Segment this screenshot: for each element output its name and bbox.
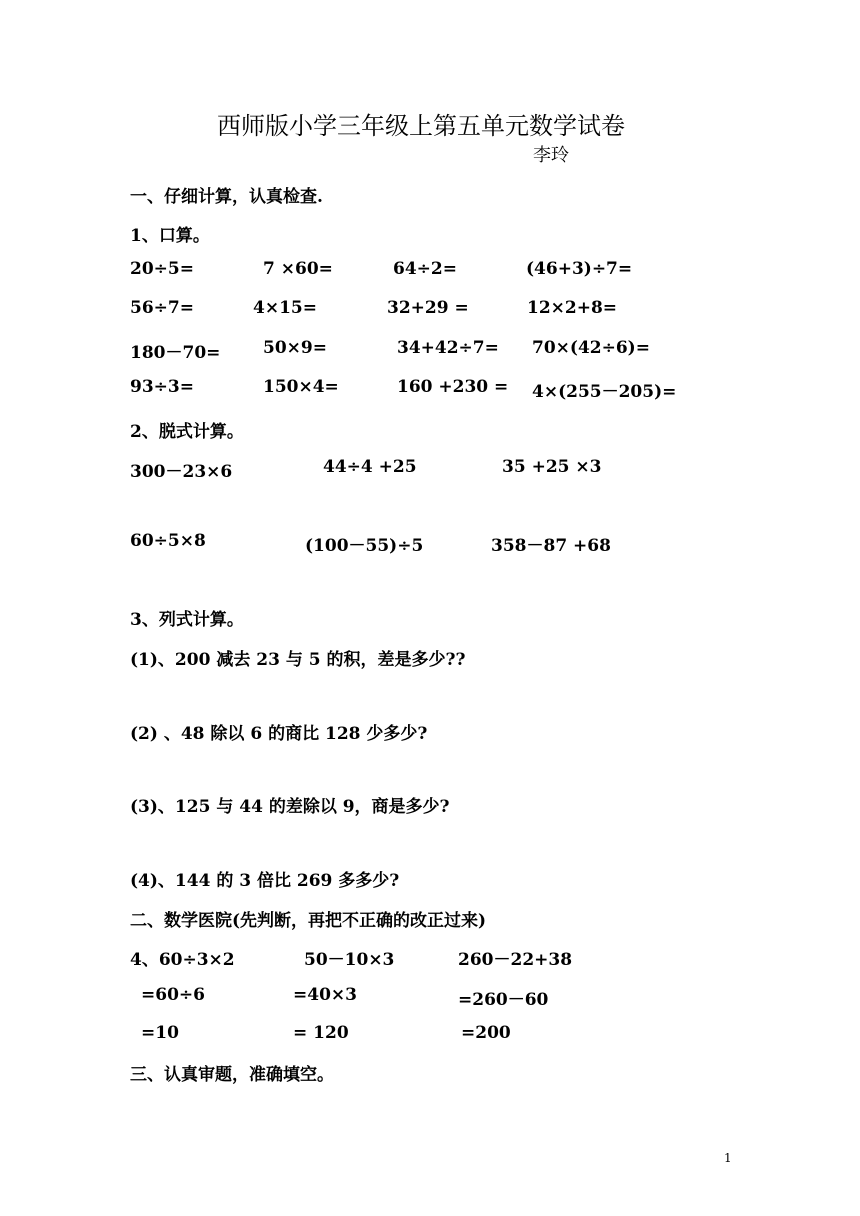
section-3-heading: 三、认真审题，准确填空。 (130, 1065, 334, 1085)
step-calc-item: 358－87 +68 (491, 536, 611, 556)
oral-calc-item: 150×4= (263, 377, 339, 397)
section-2-heading: 二、数学医院(先判断，再把不正确的改正过来) (130, 911, 487, 931)
math-hospital-item: =40×3 (293, 985, 357, 1005)
oral-calc-item: (46+3)÷7= (526, 259, 633, 279)
step-calc-item: 300－23×6 (130, 462, 233, 482)
word-problem: (4)、144 的 3 倍比 269 多多少? (130, 871, 400, 891)
step-calc-item: 35 +25 ×3 (502, 457, 602, 477)
q1-label: 1、口算。 (130, 226, 210, 246)
oral-calc-item: 50×9= (263, 338, 327, 358)
math-hospital-item: 50－10×3 (304, 950, 395, 970)
math-hospital-item: = 120 (293, 1023, 349, 1043)
word-problem: (2) 、48 除以 6 的商比 128 少多少? (130, 724, 428, 744)
q3-label: 3、列式计算。 (130, 610, 244, 630)
step-calc-item: 44÷4 +25 (323, 457, 417, 477)
oral-calc-item: 64÷2= (393, 259, 457, 279)
author-name: 李玲 (533, 145, 569, 166)
oral-calc-item: 32+29 = (387, 298, 469, 318)
math-hospital-item: =200 (461, 1023, 511, 1043)
page-number: 1 (724, 1151, 732, 1165)
math-hospital-item: =260－60 (458, 990, 549, 1010)
oral-calc-item: 20÷5= (130, 259, 194, 279)
section-1-heading: 一、仔细计算，认真检查. (130, 187, 323, 207)
math-hospital-item: 4、60÷3×2 (130, 950, 235, 970)
math-hospital-item: 260－22+38 (458, 950, 573, 970)
oral-calc-item: 93÷3= (130, 377, 194, 397)
oral-calc-item: 56÷7= (130, 298, 194, 318)
oral-calc-item: 70×(42÷6)= (532, 338, 650, 358)
oral-calc-item: 4×15= (253, 298, 317, 318)
oral-calc-item: 160 +230 = (397, 377, 509, 397)
word-problem: (1)、200 减去 23 与 5 的积，差是多少?? (130, 650, 466, 670)
oral-calc-item: 7 ×60= (263, 259, 333, 279)
page-title: 西师版小学三年级上第五单元数学试卷 (217, 112, 625, 140)
oral-calc-item: 34+42÷7= (397, 338, 499, 358)
step-calc-item: 60÷5×8 (130, 531, 206, 551)
oral-calc-item: 4×(255－205)= (532, 382, 677, 402)
math-hospital-item: =10 (141, 1023, 179, 1043)
oral-calc-item: 180－70= (130, 343, 221, 363)
word-problem: (3)、125 与 44 的差除以 9，商是多少? (130, 797, 450, 817)
q2-label: 2、脱式计算。 (130, 422, 244, 442)
math-hospital-item: =60÷6 (141, 985, 205, 1005)
step-calc-item: (100－55)÷5 (305, 536, 424, 556)
oral-calc-item: 12×2+8= (527, 298, 618, 318)
